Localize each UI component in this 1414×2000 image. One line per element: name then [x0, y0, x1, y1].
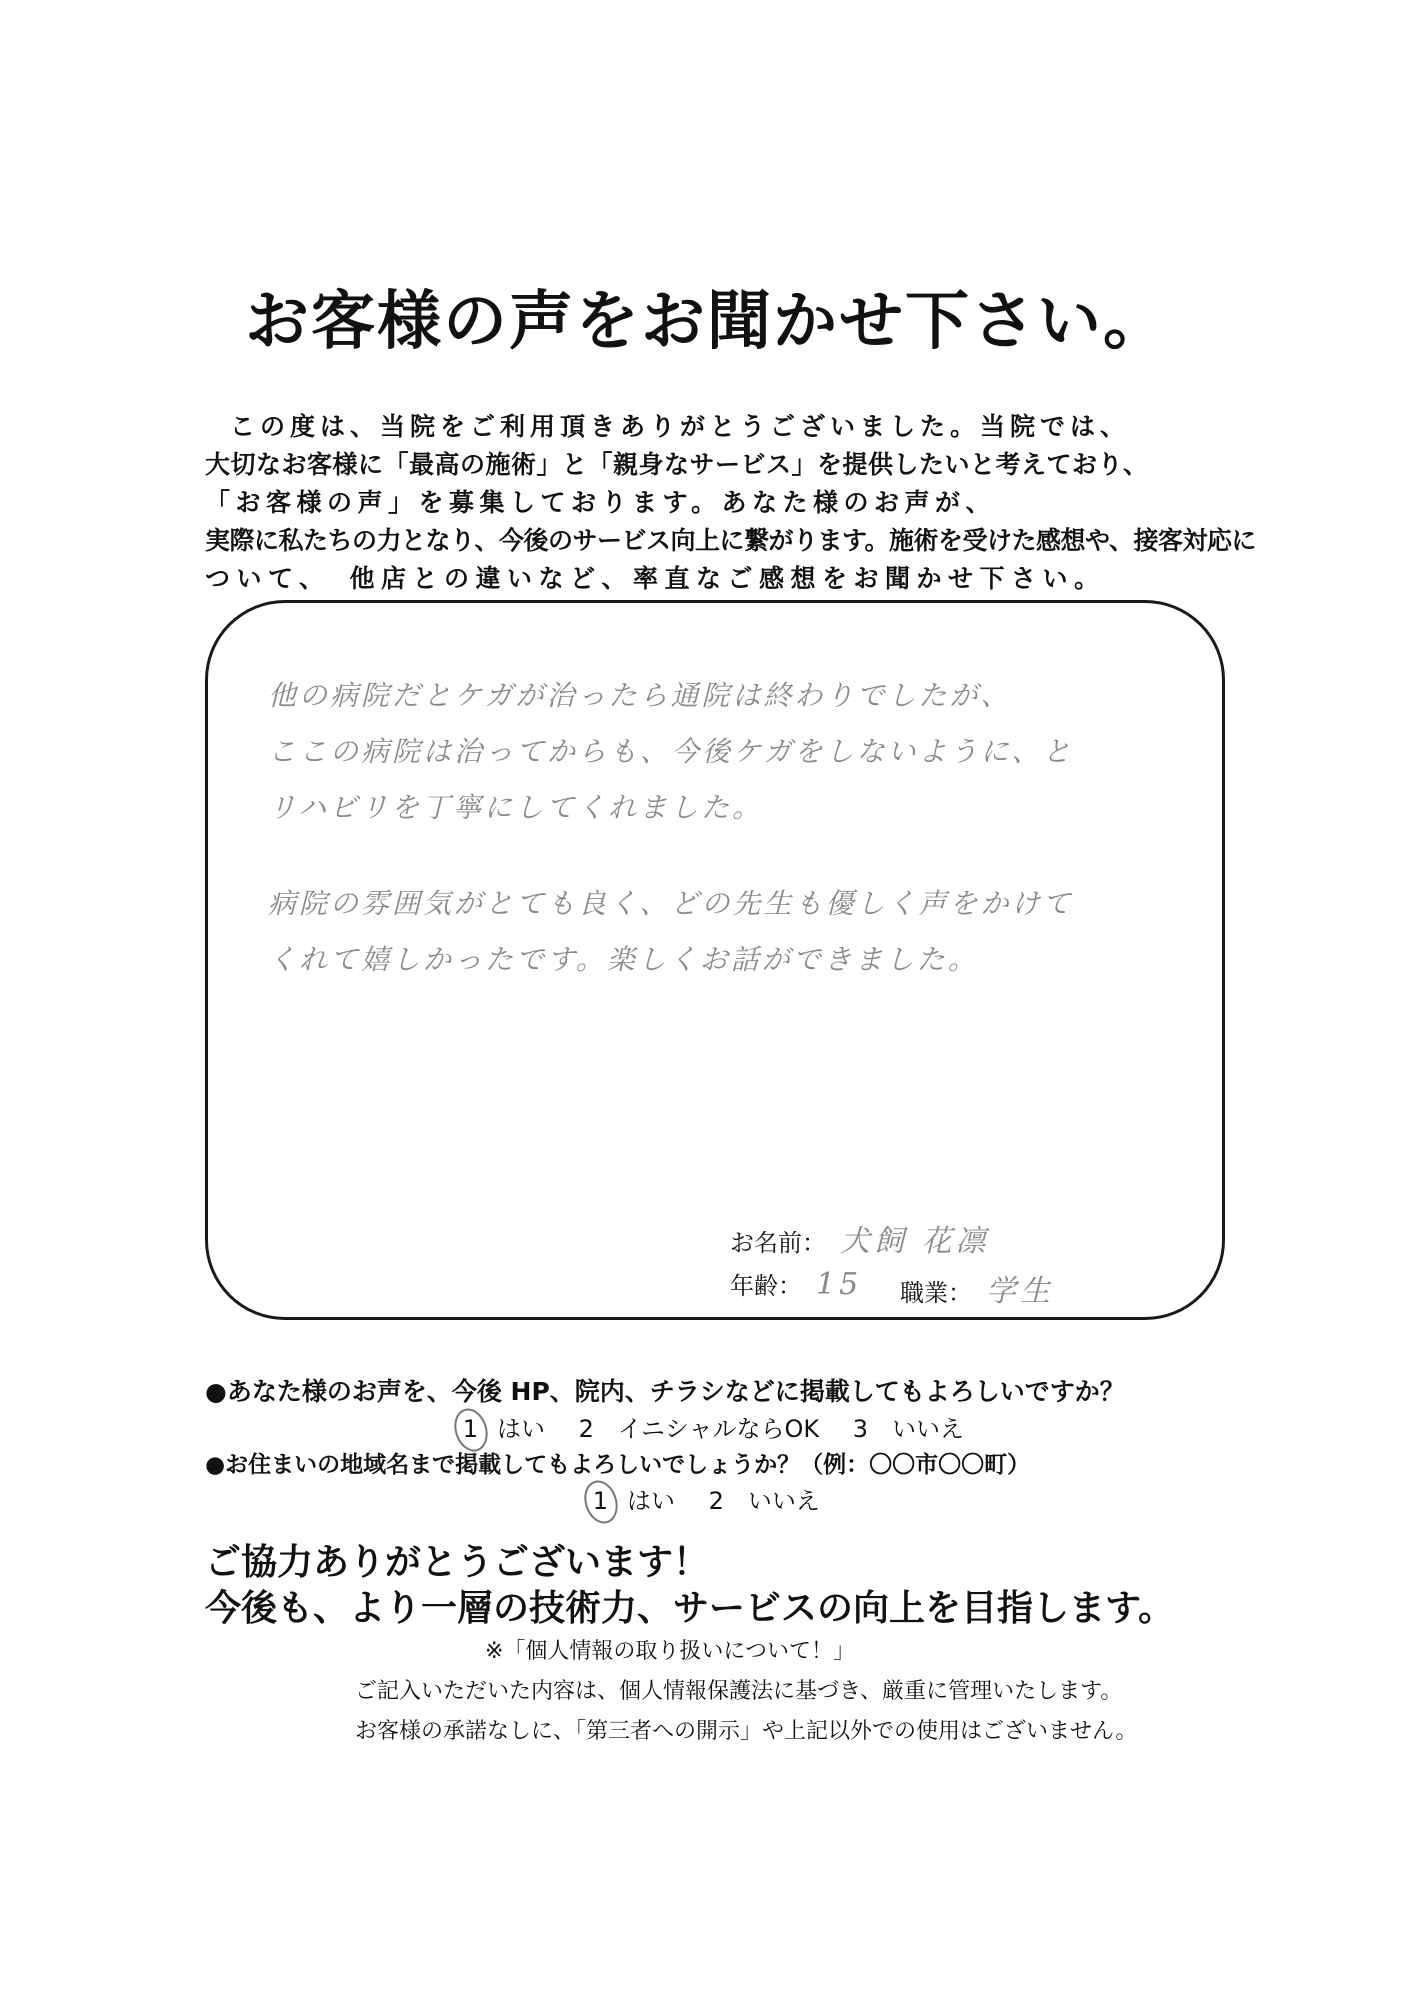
privacy-line: ご記入いただいた内容は、個人情報保護法に基づき、厳重に管理いたします。 [355, 1679, 1123, 1704]
page-title: お客様の声をお聞かせ下さい。 [245, 285, 1169, 359]
q2-options [585, 1480, 846, 1524]
q1-option-initials[interactable]: 2 イニシャルならOK [578, 1415, 820, 1443]
q1-option-yes[interactable]: はい [497, 1415, 545, 1443]
privacy-line: お客様の承諾なしに、「第三者への開示」や上記以外での使用はございません。 [355, 1719, 1138, 1744]
q1-option-no[interactable]: 3 いいえ [852, 1415, 965, 1443]
job-value: 学生 [986, 1274, 1054, 1309]
privacy-notice [355, 1632, 1137, 1752]
thanks-message [205, 1540, 1174, 1632]
comment-line: くれて嬉しかったです。楽しくお話ができました。 [268, 943, 979, 976]
q2-selected-circle[interactable] [579, 1476, 623, 1528]
q1-option-1-number: 1 [463, 1415, 479, 1444]
q2-option-yes[interactable]: はい [627, 1487, 675, 1515]
comment-gap [268, 836, 1188, 876]
intro-line: この度は、当院をご利用頂きありがとうございました。当院では、 [230, 412, 1131, 441]
job-field [900, 1266, 1054, 1310]
intro-line: 「お客様の声」を募集しております。あなた様のお声が、 [205, 488, 997, 517]
q2-option-no[interactable]: 2 いいえ [708, 1487, 820, 1515]
name-value: 犬飼 花凛 [840, 1224, 990, 1259]
intro-line: ついて、 他店との違いなど、率直なご感想をお聞かせ下さい。 [205, 564, 1106, 593]
comment-line: ここの病院は治ってからも、今後ケガをしないように、と [268, 735, 1074, 768]
thanks-line: 今後も、より一層の技術力、サービスの向上を目指します。 [205, 1588, 1175, 1629]
question-area-consent: ●お住まいの地域名まで掲載してもよろしいでしょうか？（例：〇〇市〇〇町） [205, 1452, 1031, 1478]
comment-line: リハビリを丁寧にしてくれました。 [268, 791, 764, 824]
comment-line: 他の病院だとケガが治ったら通院は終わりでしたが、 [268, 679, 1012, 712]
privacy-heading: ※「個人情報の取り扱いについて！」 [485, 1639, 855, 1664]
q2-option-1-number: 1 [593, 1487, 609, 1516]
comment-line: 病院の雰囲気がとても良く、どの先生も優しく声をかけて [268, 887, 1074, 920]
intro-paragraph [205, 408, 1257, 598]
thanks-line: ご協力ありがとうございます！ [205, 1542, 710, 1583]
age-value: 15 [816, 1267, 863, 1302]
intro-line: 実際に私たちの力となり、今後のサービス向上に繋がります。施術を受けた感想や、接客対応に [205, 526, 1257, 555]
name-field [730, 1216, 990, 1260]
job-label: 職業： [900, 1279, 972, 1307]
age-field [730, 1266, 862, 1302]
intro-line: 大切なお客様に「最高の施術」と「親身なサービス」を提供したいと考えており、 [205, 450, 1149, 479]
handwritten-comment [268, 668, 1188, 988]
question-publish-consent: ●あなた様のお声を、今後 HP、院内、チラシなどに掲載してもよろしいですか？ [205, 1377, 1125, 1406]
name-label: お名前： [730, 1229, 826, 1257]
age-label: 年齢： [730, 1272, 802, 1300]
